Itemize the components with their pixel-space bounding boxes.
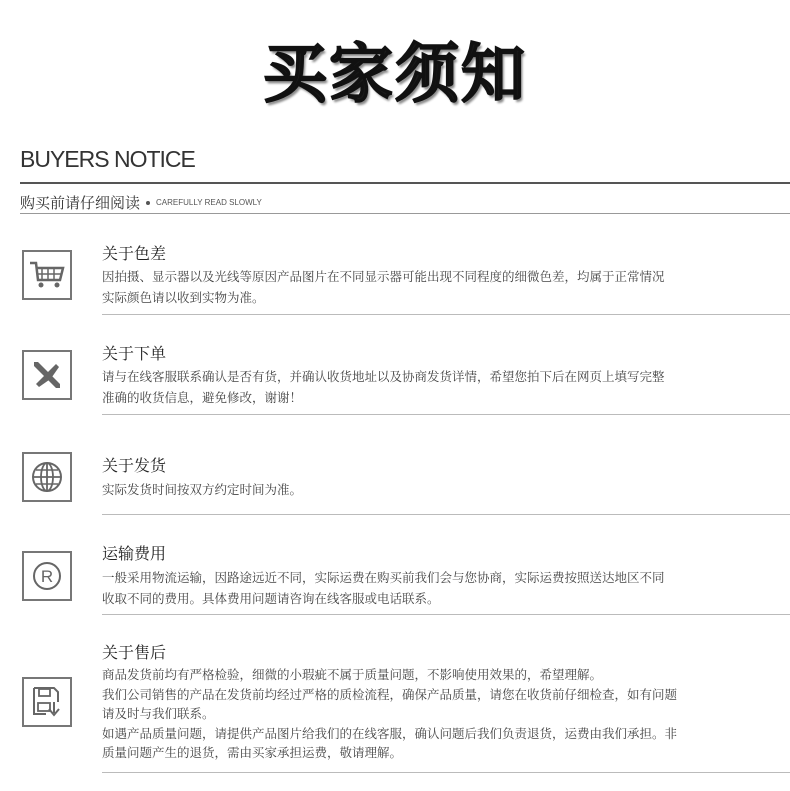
section-line: 实际发货时间按双方约定时间为准。 — [102, 482, 303, 497]
section-line: 实际颜色请以收到实物为准。 — [102, 290, 265, 305]
section-line: 质量问题产生的退货，需由买家承担运费，敬请理解。 — [102, 745, 403, 760]
section-line: 商品发货前均有严格检验，细微的小瑕疵不属于质量问题，不影响使用效果的，希望理解。 — [102, 667, 603, 682]
section-line: 请及时与我们联系。 — [102, 706, 215, 721]
section-divider — [102, 772, 790, 773]
page-title: 买家须知 — [263, 38, 527, 112]
section-line: 请与在线客服联系确认是否有货，并确认收货地址以及协商发货详情，希望您拍下后在网页上填写完整 — [102, 369, 665, 384]
read-carefully-en: CAREFULLY READ SLOWLY — [156, 198, 262, 207]
section-body — [102, 479, 762, 500]
svg-text:R: R — [40, 567, 54, 586]
section-title: 关于售后 — [102, 643, 167, 662]
airplane-icon — [22, 350, 72, 400]
shopping-cart-icon — [22, 250, 72, 300]
section-line: 一般采用物流运输，因路途远近不同，实际运费在购买前我们会与您协商，实际运费按照送达地区不同 — [102, 570, 665, 585]
buyers-notice-heading: BUYERS NOTICE — [20, 146, 195, 172]
globe-icon — [22, 452, 72, 502]
section-line: 收取不同的费用。具体费用问题请咨询在线客服或电话联系。 — [102, 591, 440, 606]
section-body — [102, 266, 762, 308]
save-download-icon — [22, 677, 72, 727]
registered-icon — [22, 551, 72, 601]
section-title: 关于发货 — [102, 456, 167, 475]
section-body — [102, 366, 762, 408]
subheader-divider — [20, 213, 790, 214]
section-line: 如遇产品质量问题，请提供产品图片给我们的在线客服，确认问题后我们负责退货，运费由我们承担。非 — [102, 725, 678, 741]
section-divider — [102, 514, 790, 515]
section-line: 因拍摄、显示器以及光线等原因产品图片在不同显示器可能出现不同程度的细微色差，均属于正常情况 — [102, 269, 665, 284]
header-divider — [20, 182, 790, 184]
bullet-dot — [146, 201, 150, 205]
section-divider — [102, 414, 790, 415]
section-title: 关于色差 — [102, 244, 167, 263]
read-carefully-row — [20, 192, 262, 213]
section-divider — [102, 614, 790, 615]
section-title: 关于下单 — [102, 344, 167, 363]
section-title: 运输费用 — [102, 544, 167, 563]
section-body — [102, 567, 762, 609]
section-divider — [102, 314, 790, 315]
section-line: 准确的收货信息，避免修改，谢谢！ — [102, 390, 303, 405]
read-carefully-cn: 购买前请仔细阅读 — [20, 194, 141, 212]
section-line: 我们公司销售的产品在发货前均经过严格的质检流程，确保产品质量，请您在收货前仔细检查，如有问题 — [102, 686, 678, 702]
section-body — [102, 665, 762, 763]
